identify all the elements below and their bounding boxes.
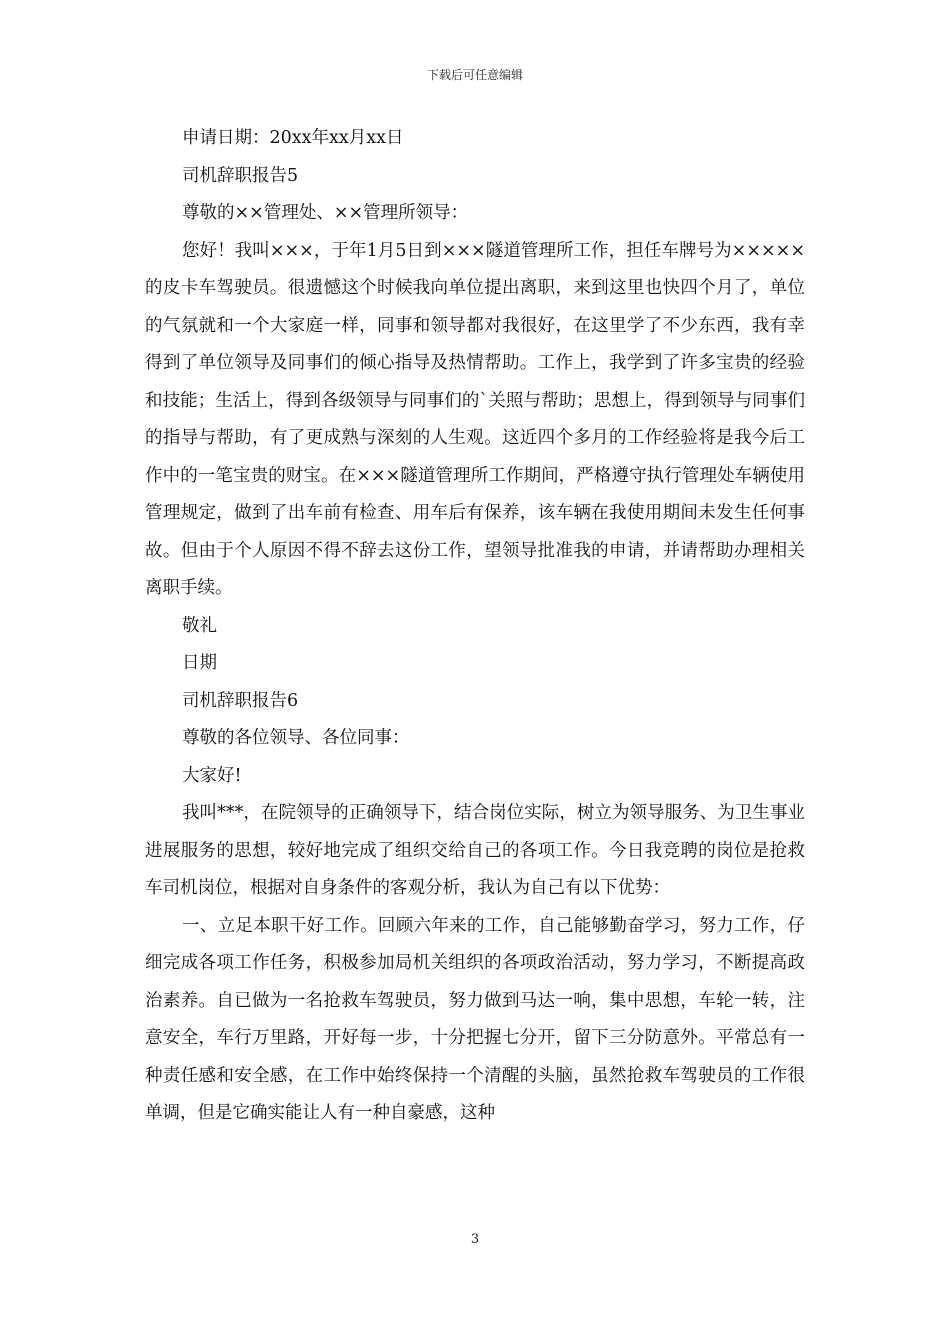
- salute-line: 敬礼: [182, 615, 217, 636]
- page-number: 3: [470, 1232, 480, 1247]
- report-6-title: 司机辞职报告6: [182, 690, 299, 711]
- apply-date-line: 申请日期：20xx年xx月xx日: [182, 128, 404, 148]
- page-header: 下载后可任意编辑: [426, 68, 523, 82]
- report-5-body: 您好！我叫×××，于年1月5日到×××隧道管理所工作，担任车牌号为×××××的皮卡车驾驶员。很遗憾这个时候我向单位提出离职，来到这里也快四个月了，单位的气氛就和一个大家庭一样，同事和领导都对我很好，在这里学了不少东西，我有幸得到了单位领导及同事们的倾心指导及热情帮助。工作上，我学到了许多宝贵的经验和技能；生活上，得到各级领导与同事们的`关照与帮助；思想上，得到领导与同事们的指导与帮助，有了更成熟与深刻的人生观。这近四个多月的工作经验将是我今后工作中的一笔宝贵的财宝。在×××隧道管理所工作期间，严格遵守执行管理处车辆使用管理规定，做到了出车前有检查、用车后有保养，该车辆在我使用期间未发生任何事故。但由于个人原因不得不辞去这份工作，望领导批准我的申请，并请帮助办理相关离职手续。: [145, 240, 805, 598]
- document-body: [145, 120, 805, 1133]
- report-5-title: 司机辞职报告5: [182, 165, 299, 186]
- report-6-point-1: 一、立足本职干好工作。回顾六年来的工作，自己能够勤奋学习，努力工作，仔细完成各项工作任务，积极参加局机关组织的各项政治活动，努力学习，不断提高政治素养。自已做为一名抢救车驾驶员，努力做到马达一响，集中思想，车轮一转，注意安全，车行万里路，开好每一步，十分把握七分开，留下三分防意外。平常总有一种责任感和安全感，在工作中始终保持一个清醒的头脑，虽然抢救车驾驶员的工作很单调，但是它确实能让人有一种自豪感，这种: [145, 915, 805, 1123]
- date-line: 日期: [182, 653, 217, 673]
- report-5-greeting: 尊敬的××管理处、××管理所领导：: [182, 203, 469, 223]
- report-6-intro: 我叫***，在院领导的正确领导下，结合岗位实际，树立为领导服务、为卫生事业进展服务的思想，较好地完成了组织交给自己的各项工作。今日我竞聘的岗位是抢救车司机岗位，根据对自身条件的客观分析，我认为自己有以下优势：: [145, 803, 805, 898]
- report-6-greeting: 尊敬的各位领导、各位同事：: [182, 728, 410, 748]
- report-6-hello: 大家好!: [182, 765, 242, 786]
